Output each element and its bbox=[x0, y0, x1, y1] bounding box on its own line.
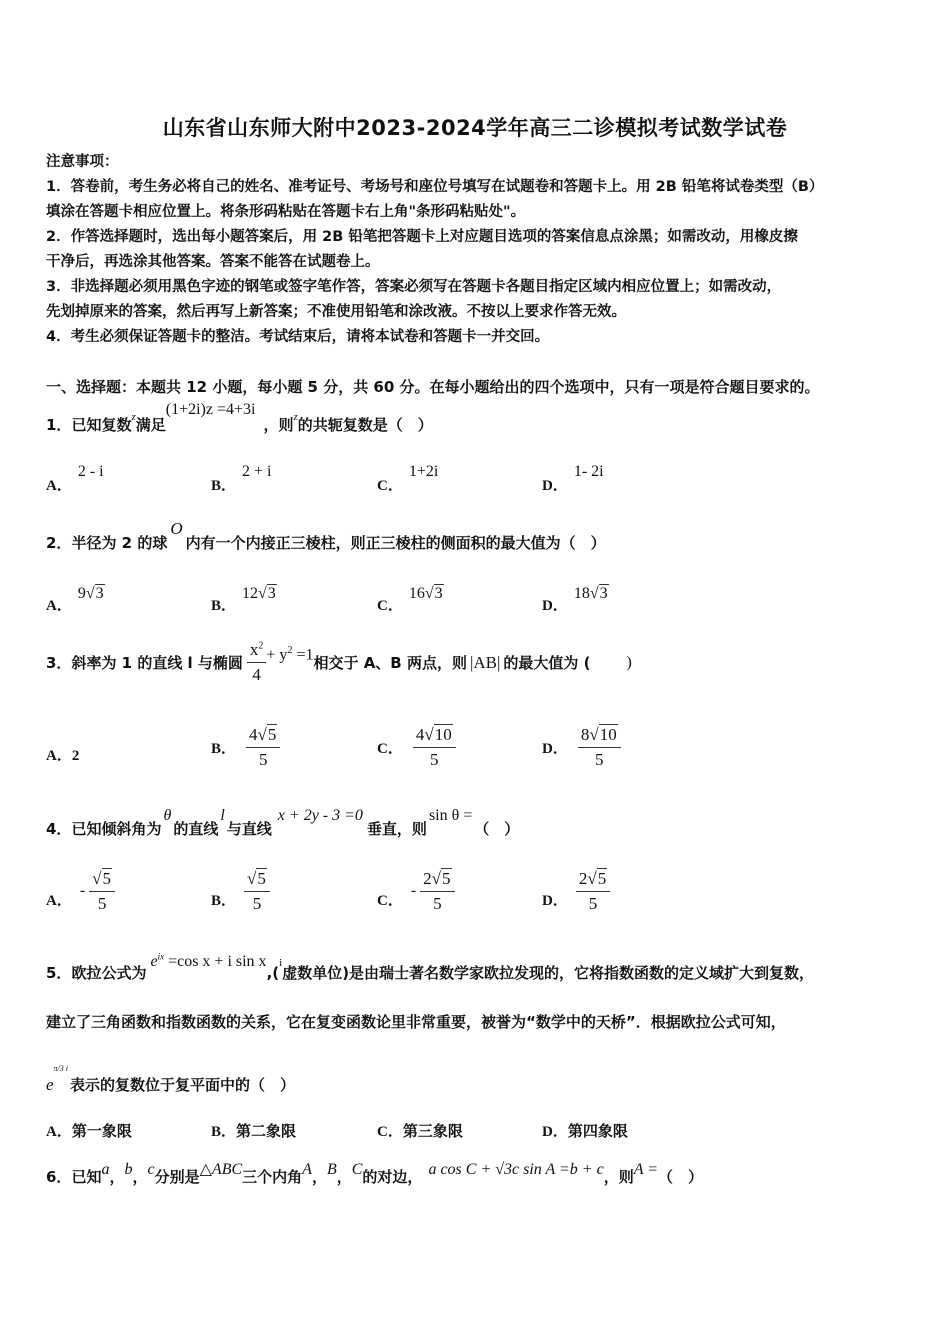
math-expression: (1+2i)z =4+3i bbox=[165, 401, 256, 418]
math-var: z bbox=[293, 411, 298, 423]
sqrt-icon: √ bbox=[589, 585, 599, 602]
q3-options bbox=[46, 722, 686, 772]
section-heading: 一、选择题：本题共 12 小题，每小题 5 分，共 60 分。在每小题给出的四个选项中，只有一项是符合题目要求的。 bbox=[46, 378, 820, 396]
math-var: l bbox=[220, 807, 225, 824]
math-expression: x + 2y - 3 =0 bbox=[277, 807, 363, 824]
option-d[interactable]: D．第四象限 bbox=[542, 1122, 628, 1140]
option-b[interactable]: B．第二象限 bbox=[211, 1122, 297, 1140]
question-5-line-3: $e^{\pi/3 i}$表示的复数位于复平面中的（ ） bbox=[46, 1064, 296, 1094]
option-b[interactable]: B． $\frac{√5}{5}$ bbox=[211, 866, 270, 916]
document-title: 山东省山东师大附中2023-2024学年高三二诊模拟考试数学试卷 bbox=[162, 116, 788, 140]
math-expression: a cos C + √3c sin A =b + c bbox=[428, 1161, 604, 1178]
notice-line-1: 1．答卷前，考生务必将自己的姓名、准考证号、考场号和座位号填写在试题卷和答题卡上。用 2B 铅笔将试卷类型（B） bbox=[46, 179, 824, 195]
math-expression: sin θ = bbox=[428, 807, 473, 824]
fraction: $\frac{x^2}{4}$ bbox=[247, 640, 267, 685]
option-c[interactable]: C． - $\frac{2√5}{5}$ bbox=[377, 866, 455, 916]
option-a[interactable]: A． - $\frac{√5}{5}$ bbox=[46, 866, 115, 916]
sqrt-icon: √ bbox=[587, 868, 597, 888]
notice-line-2: 填涂在答题卡相应位置上。将条形码粘贴在答题卡右上角"条形码粘贴处"。 bbox=[46, 204, 526, 220]
option-d[interactable]: D． $\frac{2√5}{5}$ bbox=[542, 866, 610, 916]
sqrt-icon: √ bbox=[424, 585, 434, 602]
question-5: 5．欧拉公式为$e^{ix} =\cos$ x + i sin x,(i虚数单位)是由瑞士著名数学家欧拉发现的，它将指数函数的定义域扩大到复数， bbox=[46, 951, 815, 982]
option-b[interactable]: B． $\frac{4√5}{5}$ bbox=[211, 722, 280, 772]
sqrt-icon: √ bbox=[258, 585, 267, 602]
sqrt-icon: √ bbox=[424, 724, 434, 744]
notice-line-3: 2．作答选择题时，选出每小题答案后，用 2B 铅笔把答题卡上对应题目选项的答案信息点涂黑；如需改动，用橡皮擦 bbox=[46, 229, 798, 245]
option-c[interactable]: C．16√3 bbox=[377, 585, 443, 614]
option-d[interactable]: D．18√3 bbox=[542, 585, 608, 614]
question-1: 1．已知复数$_z$满足(1+2i)z =4+3i，则$_z$的共轭复数是（ ） bbox=[46, 401, 433, 434]
question-number: 1． bbox=[46, 416, 72, 434]
q4-options bbox=[46, 866, 686, 916]
option-c[interactable]: C． $\frac{4√10}{5}$ bbox=[377, 722, 456, 772]
question-6: 6．已知a，b，c分别是△ABC三个内角A，B，C的对边， a cos C + √3c sin A =b + c，则A =（ ） bbox=[46, 1161, 703, 1186]
math-expression: =cos x + i sin x bbox=[164, 953, 267, 970]
sqrt-icon: √ bbox=[92, 868, 102, 888]
option-d[interactable]: D．1- 2i bbox=[542, 463, 604, 494]
math-var: θ bbox=[163, 807, 172, 824]
question-2: 2．半径为 2 的球O内有一个内接正三棱柱，则正三棱柱的侧面积的最大值为（ ） bbox=[46, 519, 606, 552]
notice-line-5: 3．非选择题必须用黑色字迹的钢笔或签字笔作答，答案必须写在答题卡各题目指定区域内相应位置上；如需改动， bbox=[46, 279, 782, 295]
notice-heading: 注意事项： bbox=[46, 154, 119, 170]
notice-line-7: 4．考生必须保证答题卡的整洁。考试结束后，请将本试卷和答题卡一并交回。 bbox=[46, 329, 550, 345]
option-c[interactable]: C．第三象限 bbox=[377, 1122, 463, 1140]
sqrt-icon: √ bbox=[247, 868, 257, 888]
sqrt-icon: √ bbox=[589, 724, 599, 744]
question-5-line-2: 建立了三角函数和指数函数的关系，它在复变函数论里非常重要，被誉为“数学中的天桥”．根据欧拉公式可知， bbox=[46, 1013, 786, 1031]
option-b[interactable]: B．12√3 bbox=[211, 585, 276, 614]
notice-line-4: 干净后，再选涂其他答案。答案不能答在试题卷上。 bbox=[46, 254, 380, 270]
sqrt-icon: √ bbox=[431, 868, 442, 888]
math-var: O bbox=[170, 519, 183, 538]
question-3: 3． 斜率为 1 的直线 l 与椭圆 $\frac{x^2}{4}$ + $y^2 =1$ 相交于 A、B 两点，则 |AB| 的最大值为 ( ) bbox=[46, 640, 632, 684]
option-a[interactable]: A．第一象限 bbox=[46, 1122, 132, 1140]
option-a[interactable]: A．9√3 bbox=[46, 585, 104, 614]
notice-line-6: 先划掉原来的答案，然后再写上新答案；不准使用铅笔和涂改液。不按以上要求作答无效。 bbox=[46, 304, 626, 320]
sqrt-icon: √ bbox=[257, 724, 267, 744]
option-d[interactable]: D． $\frac{8√10}{5}$ bbox=[542, 722, 621, 772]
math-expression: |AB| bbox=[469, 652, 501, 672]
option-c[interactable]: C．1+2i bbox=[377, 463, 439, 494]
question-4: 4．已知倾斜角为θ的直线l与直线x + 2y - 3 =0垂直，则sin θ =（ ） bbox=[46, 807, 520, 838]
sqrt-icon: √ bbox=[85, 585, 95, 602]
option-a[interactable]: A．2 - i bbox=[46, 463, 104, 494]
option-b[interactable]: B．2 + i bbox=[211, 463, 272, 494]
option-a[interactable]: A．2 bbox=[46, 748, 80, 764]
math-var: z bbox=[131, 411, 136, 423]
